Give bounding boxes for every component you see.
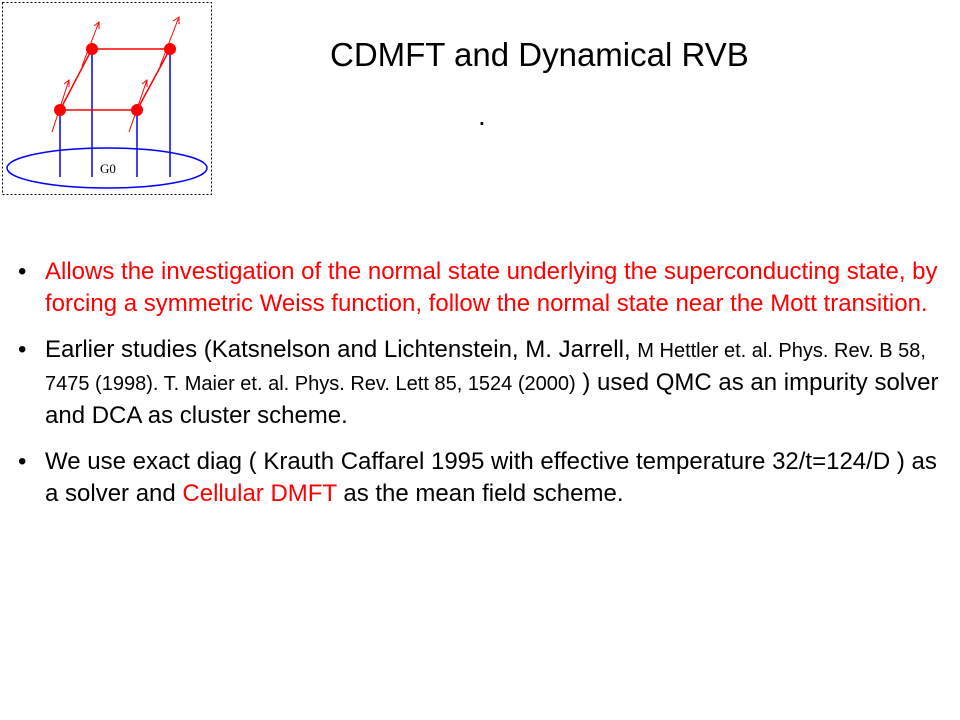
cluster-site (86, 43, 98, 55)
bullet-item (18, 446, 948, 510)
bullet-symbol: • (18, 258, 27, 285)
title-mark: . (478, 100, 486, 131)
bullet-symbol: • (18, 448, 27, 475)
cluster-bond (137, 49, 170, 110)
cluster-site (54, 104, 66, 116)
slide-title: CDMFT and Dynamical RVB (330, 36, 749, 73)
bullet-text: Allows the investigation of the normal state underlying the superconducting state, by forcing a symmetric Weiss function, follow the normal state near the Mott transition. (45, 258, 938, 317)
diagram-label: G0 (100, 161, 116, 176)
bullet-text-part: ) used QMC as an impurity solver and DCA as cluster scheme. (45, 369, 939, 429)
reference-text: M Hettler et. al. Phys. Rev. B 58, 7475 (1998). T. Maier et. al. Phys. Rev. Lett 85, 1524 (2000) (45, 340, 926, 395)
cluster-site (164, 43, 176, 55)
bullet-item (18, 256, 948, 320)
bullet-item (18, 334, 948, 432)
bullet-symbol: • (18, 336, 27, 363)
bullet-text-part: We use exact diag ( Krauth Caffarel 1995 with effective temperature 32/t=124/D ) as a solver and (45, 448, 937, 507)
bullet-text-part: Earlier studies (Katsnelson and Lichtenstein, M. Jarrell, (45, 336, 638, 363)
cluster-site (131, 104, 143, 116)
cluster-bond (60, 49, 92, 110)
cluster-diagram (2, 2, 212, 195)
bullet-list (18, 256, 948, 524)
bullet-text (45, 334, 948, 432)
highlight-text: Cellular DMFT (182, 480, 337, 507)
bullet-text (45, 446, 948, 510)
bullet-text-part: as the mean field scheme. (336, 480, 624, 507)
